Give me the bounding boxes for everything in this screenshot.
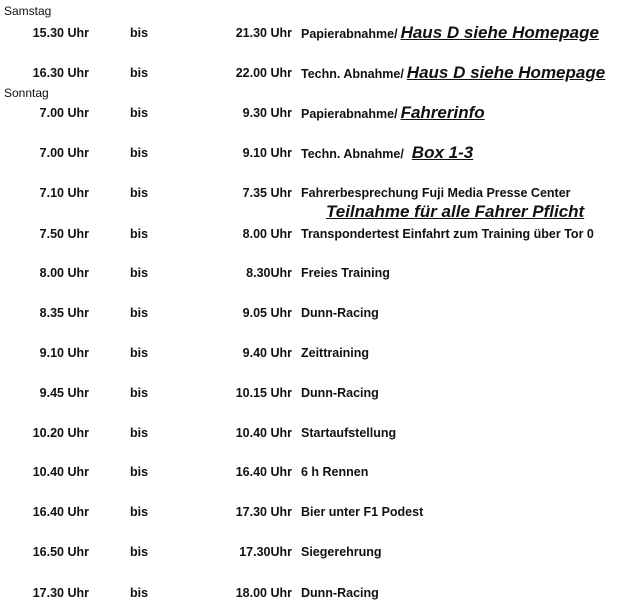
- end-time: 7.35 Uhr: [242, 186, 292, 200]
- schedule-row: [0, 583, 629, 603]
- schedule-row: [0, 343, 629, 363]
- event-description: [301, 542, 382, 562]
- bis-label: bis: [130, 106, 149, 120]
- bis-label: bis: [130, 426, 149, 440]
- start-time: 9.10 Uhr: [39, 346, 89, 360]
- event-text: Techn. Abnahme/: [301, 147, 404, 161]
- schedule-row: [0, 462, 629, 482]
- start-time: 8.35 Uhr: [39, 306, 89, 320]
- end-time: 8.00 Uhr: [242, 227, 292, 241]
- event-description: [301, 103, 485, 124]
- bis-label: bis: [130, 26, 149, 40]
- event-description: [301, 583, 379, 603]
- start-time: 9.45 Uhr: [39, 386, 89, 400]
- event-description: [301, 383, 379, 403]
- event-text: Papierabnahme/: [301, 107, 398, 121]
- end-time: 17.30Uhr: [239, 545, 292, 559]
- start-time: 16.40 Uhr: [32, 505, 89, 519]
- end-time: 9.05 Uhr: [242, 306, 292, 320]
- end-time: 17.30 Uhr: [235, 505, 292, 519]
- event-description: [301, 462, 368, 482]
- schedule-row: [0, 383, 629, 403]
- event-text: Bier unter F1 Podest: [301, 505, 424, 519]
- event-text: 6 h Rennen: [301, 465, 369, 479]
- schedule-row: [0, 423, 629, 443]
- event-text: Dunn-Racing: [301, 386, 379, 400]
- start-time: 17.30 Uhr: [32, 586, 89, 600]
- start-time: 10.20 Uhr: [32, 426, 89, 440]
- end-time: 18.00 Uhr: [235, 586, 292, 600]
- event-description: [301, 23, 599, 44]
- start-time: 15.30 Uhr: [32, 26, 89, 40]
- start-time: 7.00 Uhr: [39, 146, 89, 160]
- start-time: 16.30 Uhr: [32, 66, 89, 80]
- end-time: 16.40 Uhr: [235, 465, 292, 479]
- bis-label: bis: [130, 227, 149, 241]
- bis-label: bis: [130, 465, 149, 479]
- bis-label: bis: [130, 545, 149, 559]
- schedule-row: [0, 224, 629, 244]
- end-time: 8.30Uhr: [246, 266, 292, 280]
- event-description: [301, 63, 605, 84]
- event-text: Papierabnahme/: [301, 27, 398, 41]
- event-text: Dunn-Racing: [301, 586, 379, 600]
- schedule-row: [0, 502, 629, 522]
- event-description: [301, 183, 571, 203]
- bis-label: bis: [130, 386, 149, 400]
- bis-label: bis: [130, 266, 149, 280]
- event-text: Dunn-Racing: [301, 306, 379, 320]
- event-text: Fahrerbesprechung Fuji Media Presse Center: [301, 186, 571, 200]
- schedule-row: [0, 183, 629, 203]
- end-time: 9.30 Uhr: [242, 106, 292, 120]
- bis-label: bis: [130, 586, 149, 600]
- bis-label: bis: [130, 306, 149, 320]
- end-time: 9.40 Uhr: [242, 346, 292, 360]
- bis-label: bis: [130, 346, 149, 360]
- start-time: 7.10 Uhr: [39, 186, 89, 200]
- start-time: 16.50 Uhr: [32, 545, 89, 559]
- event-description: [301, 303, 379, 323]
- event-description: [301, 502, 423, 522]
- start-time: 7.00 Uhr: [39, 106, 89, 120]
- event-link[interactable]: Haus D siehe Homepage: [406, 63, 606, 82]
- event-text: Startaufstellung: [301, 426, 397, 440]
- event-link[interactable]: Haus D siehe Homepage: [400, 23, 599, 42]
- schedule-row: [0, 303, 629, 323]
- end-time: 10.40 Uhr: [235, 426, 292, 440]
- event-description: [301, 143, 473, 164]
- event-link[interactable]: Fahrerinfo: [400, 103, 485, 122]
- event-text: Freies Training: [301, 266, 390, 280]
- event-text: Siegerehrung: [301, 545, 382, 559]
- schedule-row: [0, 263, 629, 283]
- bis-label: bis: [130, 146, 149, 160]
- schedule-row: [0, 542, 629, 562]
- schedule-row: [0, 23, 629, 43]
- event-description: [301, 224, 594, 244]
- event-description: [301, 423, 396, 443]
- pflicht-note: Teilnahme für alle Fahrer Pflicht: [326, 202, 585, 221]
- bis-label: bis: [130, 66, 149, 80]
- end-time: 22.00 Uhr: [235, 66, 292, 80]
- end-time: 21.30 Uhr: [235, 26, 292, 40]
- schedule-row: [0, 63, 629, 83]
- schedule-row: [0, 143, 629, 163]
- start-time: 10.40 Uhr: [32, 465, 89, 479]
- schedule-row: [0, 103, 629, 123]
- event-text: Zeittraining: [301, 346, 370, 360]
- event-text: Transpondertest Einfahrt zum Training über Tor 0: [301, 227, 594, 241]
- event-text: Techn. Abnahme/: [301, 67, 404, 81]
- start-time: 8.00 Uhr: [39, 266, 89, 280]
- event-link[interactable]: Box 1-3: [411, 143, 474, 162]
- end-time: 10.15 Uhr: [235, 386, 292, 400]
- event-description: [301, 343, 369, 363]
- start-time: 7.50 Uhr: [39, 227, 89, 241]
- day-label-sunday: Sonntag: [4, 86, 49, 100]
- event-description: [301, 263, 390, 283]
- day-label-saturday: Samstag: [4, 4, 52, 18]
- end-time: 9.10 Uhr: [242, 146, 292, 160]
- bis-label: bis: [130, 186, 149, 200]
- bis-label: bis: [130, 505, 149, 519]
